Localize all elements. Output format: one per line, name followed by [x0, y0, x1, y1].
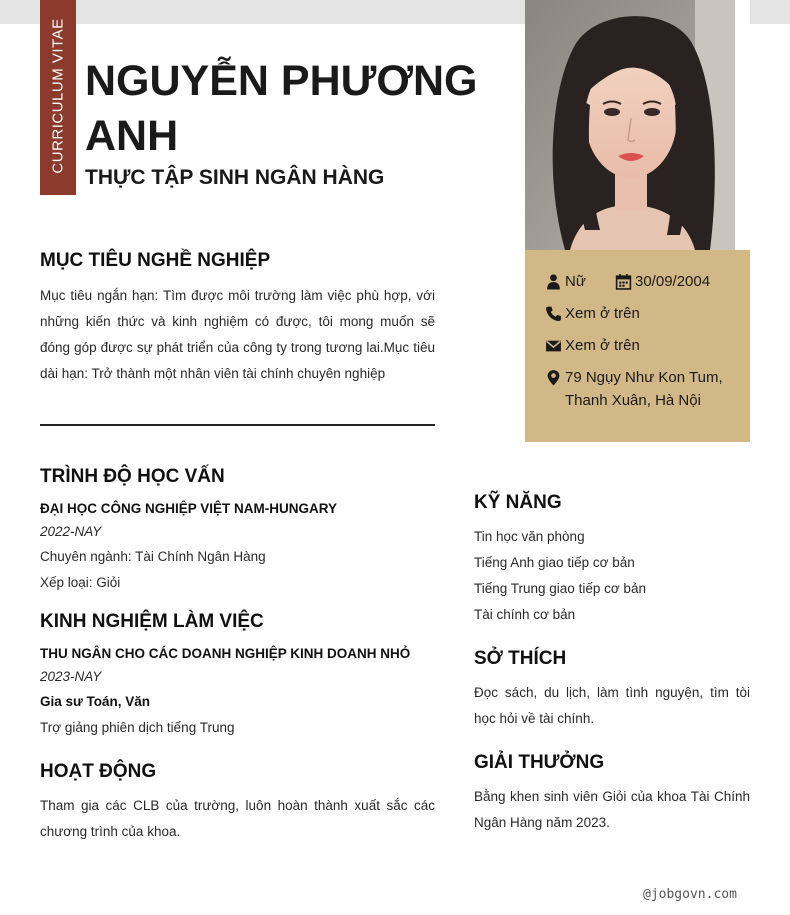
- hobbies-text: Đọc sách, du lịch, làm tình nguyện, tìm tòi học hỏi về tài chính.: [474, 685, 750, 726]
- phone-icon: [545, 305, 562, 322]
- calendar-icon: [615, 273, 632, 290]
- email-value: Xem ở trên: [565, 337, 640, 354]
- watermark: @jobgovn.com: [643, 887, 737, 902]
- profile-photo: [525, 0, 735, 250]
- awards-text: Bằng khen sinh viên Giỏi của khoa Tài Chính Ngân Hàng năm 2023.: [474, 789, 750, 830]
- education-major: Chuyên ngành: Tài Chính Ngân Hàng: [40, 549, 266, 564]
- cv-tab-text: CURRICULUM VITAE: [49, 18, 67, 174]
- address-row: [545, 366, 735, 412]
- email-row: [545, 334, 640, 357]
- candidate-name: NGUYỄN PHƯƠNG ANH: [85, 57, 478, 160]
- activities-text: Tham gia các CLB của trường, luôn hoàn thành xuất sắc các chương trình của khoa.: [40, 798, 435, 839]
- experience-period: 2023-NAY: [40, 669, 102, 684]
- top-bar-gap: [735, 0, 750, 24]
- experience-title: KINH NGHIỆM LÀM VIỆC: [40, 611, 264, 632]
- address-value: 79 Ngụy Như Kon Tum, Thanh Xuân, Hà Nội: [565, 369, 723, 409]
- objective-text: Mục tiêu ngắn hạn: Tìm được môi trường làm việc phù hợp, với những kiến thức và kinh nghiệm có được, tôi mong muốn sẽ đóng góp được sự phát triển của công ty trong tương lai.Mục tiêu dài hạn: Trở thành một nhân viên tài chính chuyên nghiệp: [40, 288, 435, 381]
- awards-title: GIẢI THƯỞNG: [474, 752, 605, 773]
- education-period: 2022-NAY: [40, 524, 102, 539]
- objective-title: MỤC TIÊU NGHỀ NGHIỆP: [40, 250, 271, 271]
- phone-row: [545, 302, 640, 325]
- experience-position: THU NGÂN CHO CÁC DOANH NGHIỆP KINH DOANH NHỎ: [40, 646, 411, 661]
- skill-item: Tiếng Anh giao tiếp cơ bản: [474, 555, 635, 570]
- gender-value: Nữ: [565, 273, 586, 290]
- skill-item: Tin học văn phòng: [474, 529, 585, 544]
- experience-detail: Trợ giảng phiên dịch tiếng Trung: [40, 720, 235, 735]
- skill-item: Tiếng Trung giao tiếp cơ bản: [474, 581, 646, 596]
- hobbies-title: SỞ THÍCH: [474, 648, 567, 669]
- education-title: TRÌNH ĐỘ HỌC VẤN: [40, 466, 225, 487]
- person-icon: [545, 273, 562, 290]
- birthdate-row: [615, 270, 710, 293]
- birthdate-value: 30/09/2004: [635, 273, 711, 290]
- mail-icon: [545, 337, 562, 354]
- job-title: THỰC TẬP SINH NGÂN HÀNG: [85, 166, 385, 189]
- skill-item: Tài chính cơ bản: [474, 607, 576, 622]
- education-grade: Xếp loại: Giỏi: [40, 575, 121, 590]
- phone-value: Xem ở trên: [565, 305, 640, 322]
- location-icon: [545, 369, 562, 386]
- skills-title: KỸ NĂNG: [474, 492, 562, 513]
- gender-row: [545, 270, 586, 293]
- section-divider: [40, 424, 435, 426]
- education-school: ĐẠI HỌC CÔNG NGHIỆP VIỆT NAM-HUNGARY: [40, 501, 338, 516]
- activities-title: HOẠT ĐỘNG: [40, 761, 157, 782]
- experience-role: Gia sư Toán, Văn: [40, 694, 151, 709]
